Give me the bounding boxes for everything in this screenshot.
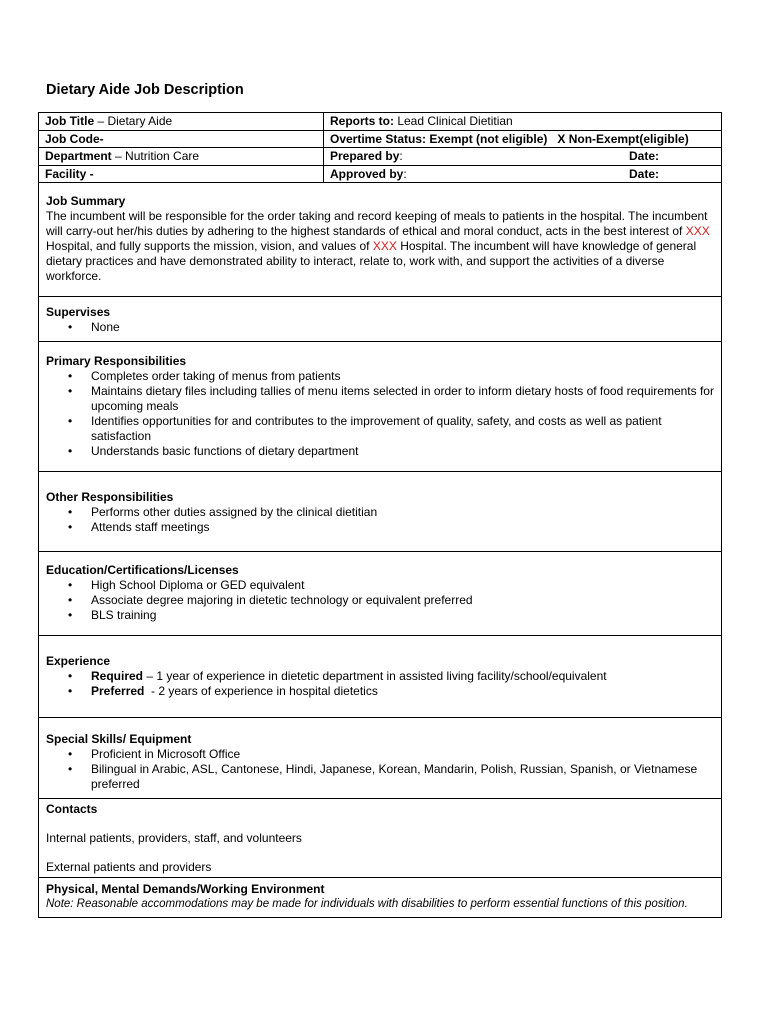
- hospital-placeholder-1: XXX: [685, 224, 710, 238]
- summary-text-part-1: The incumbent will be responsible for the order taking and record keeping of meals to patients in the hospital. The incumbent will carry-out her/his duties by adhering to the highest standards of ethical and moral conduct, acts in the best interest of: [46, 209, 708, 238]
- accommodations-note: Note: Reasonable accommodations may be made for individuals with disabilities to perform essential functions of this position.: [46, 898, 688, 910]
- primary-responsibilities-heading: Primary Responsibilities: [46, 354, 187, 368]
- experience-section: [39, 636, 721, 718]
- header-grid: [39, 113, 721, 183]
- overtime-status-row: [324, 131, 721, 149]
- list-item: • Maintains dietary files including tallies of menu items selected in order to inform dietary hosts of food requirements for upcoming meals: [46, 384, 714, 414]
- overtime-status: Overtime Status: Exempt (not eligible) X Non-Exempt(eligible): [330, 131, 689, 146]
- reports-to-value: Lead Clinical Dietitian: [394, 114, 513, 128]
- list-item: • High School Diploma or GED equivalent: [46, 578, 714, 593]
- supervises-list: [46, 320, 714, 335]
- experience-heading: Experience: [46, 654, 111, 668]
- list-item: • Identifies opportunities for and contributes to the improvement of quality, safety, and costs as well as patient satisfaction: [46, 414, 714, 444]
- physical-demands-section: [39, 878, 721, 917]
- primary-responsibilities-section: [39, 342, 721, 472]
- special-skills-heading: Special Skills/ Equipment: [46, 732, 192, 746]
- contacts-heading: Contacts: [46, 802, 98, 816]
- date-label-approved: Date:: [628, 166, 659, 181]
- education-list: [46, 578, 714, 623]
- list-item: • Proficient in Microsoft Office: [46, 747, 714, 762]
- header-left-column: [39, 113, 324, 182]
- list-item: • Attends staff meetings: [46, 520, 714, 535]
- job-code-label: Job Code-: [45, 131, 104, 146]
- summary-text-part-3: Hospital. The incumbent will have knowledge of general dietary practices and have demonstrated ability to interact, relate to, work with, and support the activities of a diverse workforce.: [46, 239, 697, 283]
- other-responsibilities-list: [46, 505, 714, 535]
- list-item: [46, 684, 714, 699]
- preferred-label: Preferred: [91, 684, 145, 698]
- physical-demands-heading: Physical, Mental Demands/Working Environment: [46, 882, 325, 896]
- education-section: [39, 552, 721, 636]
- supervises-heading: Supervises: [46, 305, 111, 319]
- preferred-text: - 2 years of experience in hospital dietetics: [144, 684, 378, 698]
- list-item: • Associate degree majoring in dietetic technology or equivalent preferred: [46, 593, 714, 608]
- experience-list: [46, 669, 714, 699]
- approved-by-colon: :: [403, 166, 407, 181]
- job-summary-section: [39, 183, 721, 297]
- supervises-section: [39, 297, 721, 342]
- job-summary-text: [46, 209, 714, 284]
- list-item: • Performs other duties assigned by the clinical dietitian: [46, 505, 714, 520]
- required-label: Required: [91, 669, 144, 683]
- external-contacts: External patients and providers: [46, 860, 212, 874]
- document-title: Dietary Aide Job Description: [46, 82, 244, 98]
- list-item: • Bilingual in Arabic, ASL, Cantonese, Hindi, Japanese, Korean, Mandarin, Polish, Russian, Spanish, or Vietnamese preferred: [46, 762, 714, 792]
- department-row: [39, 148, 323, 166]
- date-label-prepared: Date:: [628, 149, 659, 163]
- list-item: [46, 669, 714, 684]
- other-responsibilities-heading: Other Responsibilities: [46, 490, 174, 504]
- list-item: • None: [46, 320, 714, 335]
- primary-responsibilities-list: [46, 369, 714, 459]
- summary-text-part-2: Hospital, and fully supports the mission, vision, and values of: [46, 239, 373, 253]
- internal-contacts: Internal patients, providers, staff, and volunteers: [46, 831, 302, 845]
- approved-by-label: Approved by: [330, 166, 404, 181]
- job-summary-heading: Job Summary: [46, 194, 126, 208]
- special-skills-section: [39, 718, 721, 799]
- department-label: Department: [45, 149, 112, 163]
- job-title-value: – Dietary Aide: [94, 114, 173, 128]
- prepared-by-row: [324, 148, 721, 166]
- prepared-by-label: Prepared by: [330, 149, 400, 163]
- list-item: • Understands basic functions of dietary department: [46, 444, 714, 459]
- facility-label: Facility -: [45, 166, 94, 181]
- job-description-form: [38, 112, 722, 918]
- prepared-by-colon: :: [399, 149, 403, 163]
- required-text: – 1 year of experience in dietetic department in assisted living facility/school/equivalent: [143, 669, 607, 683]
- special-skills-list: [46, 747, 714, 792]
- education-heading: Education/Certifications/Licenses: [46, 563, 239, 577]
- department-value: – Nutrition Care: [111, 149, 200, 163]
- hospital-placeholder-2: XXX: [372, 239, 397, 253]
- list-item: • Completes order taking of menus from patients: [46, 369, 714, 384]
- job-title-label: Job Title: [45, 114, 95, 128]
- contacts-section: [39, 799, 721, 878]
- job-title-row: [39, 113, 323, 131]
- other-responsibilities-section: [39, 472, 721, 552]
- list-item: • BLS training: [46, 608, 714, 623]
- reports-to-label: Reports to:: [330, 114, 394, 128]
- header-right-column: [324, 113, 721, 182]
- approved-by-row: [324, 166, 721, 183]
- facility-row: [39, 166, 323, 183]
- reports-to-row: [324, 113, 721, 131]
- job-code-row: [39, 131, 323, 149]
